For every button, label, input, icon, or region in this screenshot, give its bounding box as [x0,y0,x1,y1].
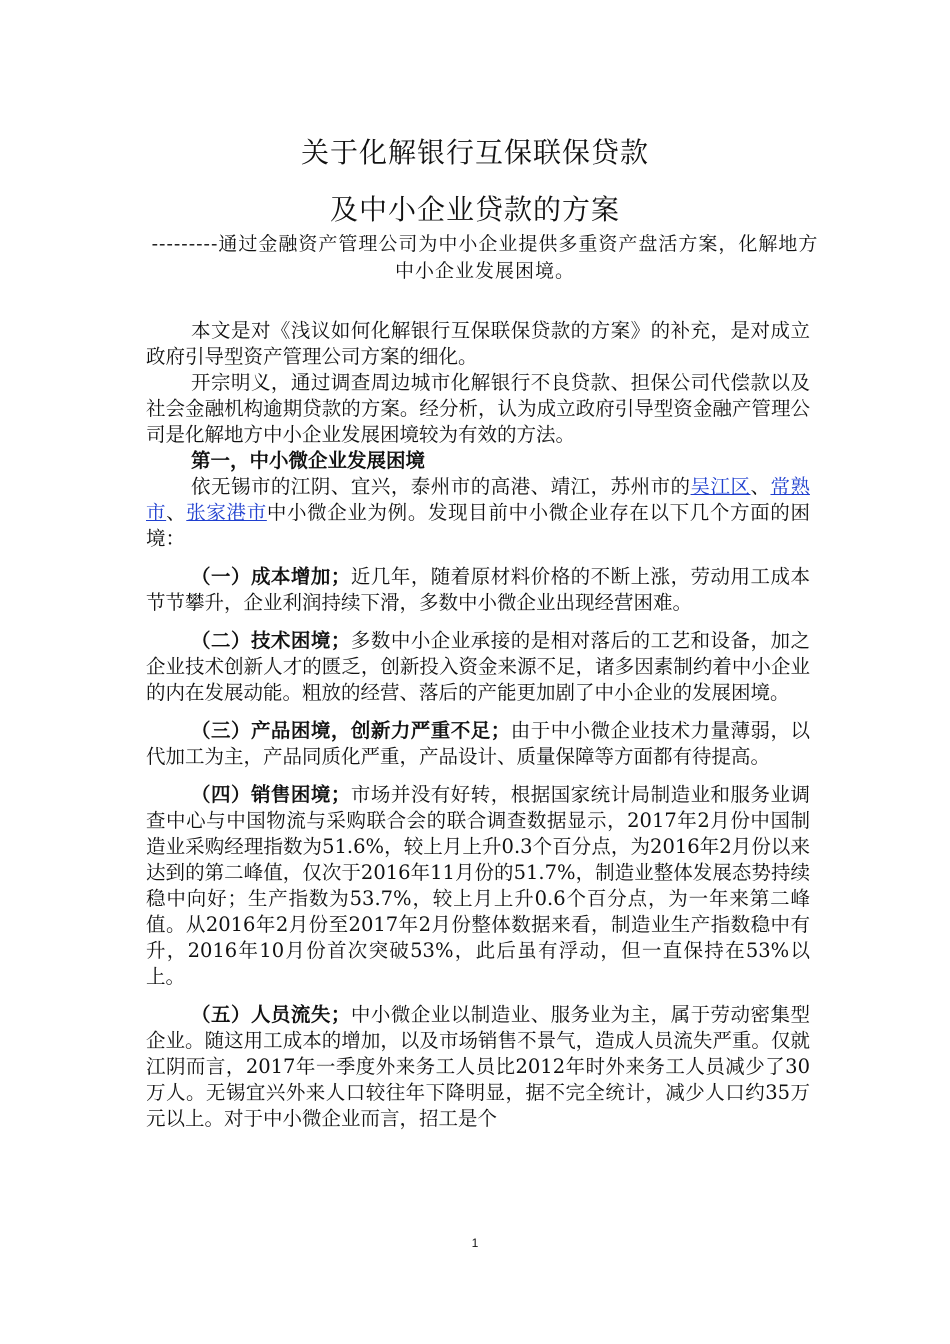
intro-paragraph-2: 开宗明义，通过调查周边城市化解银行不良贷款、担保公司代偿款以及社会金融机构逾期贷款的方案。经分析，认为成立政府引导型资金融产管理公司是化解地方中小企业发展困境较为有效的方法。 [146,371,810,446]
item-lead: （一）成本增加； [191,565,351,588]
cities-text-before: 依无锡市的江阴、宜兴，泰州市的高港、靖江，苏州市的 [191,475,691,498]
intro-paragraph-1: 本文是对《浅议如何化解银行互保联保贷款的方案》的补充，是对成立政府引导型资产管理公司方案的细化。 [146,319,810,368]
item-text: 市场并没有好转，根据国家统计局制造业和服务业调查中心与中国物流与采购联合会的联合调查数据显示，2017年2月份中国制造业采购经理指数为51.6%，较上月上升0.3个百分点，为2016年2月份以来达到的第二峰值，仅次于2016年11月份的51.7%，制造业整体发展态势持续稳中向好；生产指数为53.7%，较上月上升0.6个百分点，为一年来第二峰值。从2016年2月份至2017年2月份整体数据来看，制造业生产指数稳中有升，2016年10月份首次突破53%，此后虽有浮动，但一直保持在53%以上。 [146,783,810,988]
link-zhangjiagang[interactable]: 张家港市 [186,501,267,524]
item-lead: （二）技术困境； [191,629,351,652]
item-lead: （三）产品困境，创新力严重不足； [191,719,511,742]
item-paragraph [146,564,810,616]
cities-text-after: 中小微企业为例。发现目前中小微企业存在以下几个方面的困境： [146,501,810,550]
document-title-line1: 关于化解银行互保联保贷款 [300,136,649,169]
item-text: 近几年，随着原材料价格的不断上涨，劳动用工成本节节攀升，企业利润持续下滑，多数中小微企业出现经营困难。 [146,565,810,614]
item-text: 中小微企业以制造业、服务业为主，属于劳动密集型企业。随这用工成本的增加，以及市场销售不景气，造成人员流失严重。仅就江阴而言，2017年一季度外来务工人员比2012年时外来务工人员减少了30万人。无锡宜兴外来人口较往年下降明显，据不完全统计，减少人口约35万元以上。对于中小微企业而言，招工是个 [146,1003,810,1130]
item-paragraph [146,1002,810,1132]
section-heading: 第一，中小微企业发展困境 [191,449,426,472]
item-paragraph [146,782,810,990]
item-text: 由于中小微企业技术力量薄弱，以代加工为主，产品同质化严重，产品设计、质量保障等方面都有待提高。 [146,719,810,768]
item-paragraph [146,718,810,770]
item-text: 多数中小企业承接的是相对落后的工艺和设备，加之企业技术创新人才的匮乏，创新投入资金来源不足，诸多因素制约着中小企业的内在发展动能。粗放的经营、落后的产能更加剧了中小企业的发展困境。 [146,629,810,704]
document-subtitle: ---------通过金融资产管理公司为中小企业提供多重资产盘活方案，化解地方中小企业发展困境。 [151,233,819,282]
document-body [146,318,810,1132]
separator: 、 [750,475,771,498]
link-wujiang[interactable]: 吴江区 [690,475,751,498]
link-changshu[interactable]: 常熟市 [146,475,810,524]
item-lead: （四）销售困境； [191,783,351,806]
item-paragraph [146,628,810,706]
page-number: 1 [471,1236,479,1250]
cities-paragraph [146,474,810,552]
document-title-line2: 及中小企业贷款的方案 [329,193,620,226]
item-lead: （五）人员流失； [191,1003,351,1026]
separator: 、 [166,501,187,524]
